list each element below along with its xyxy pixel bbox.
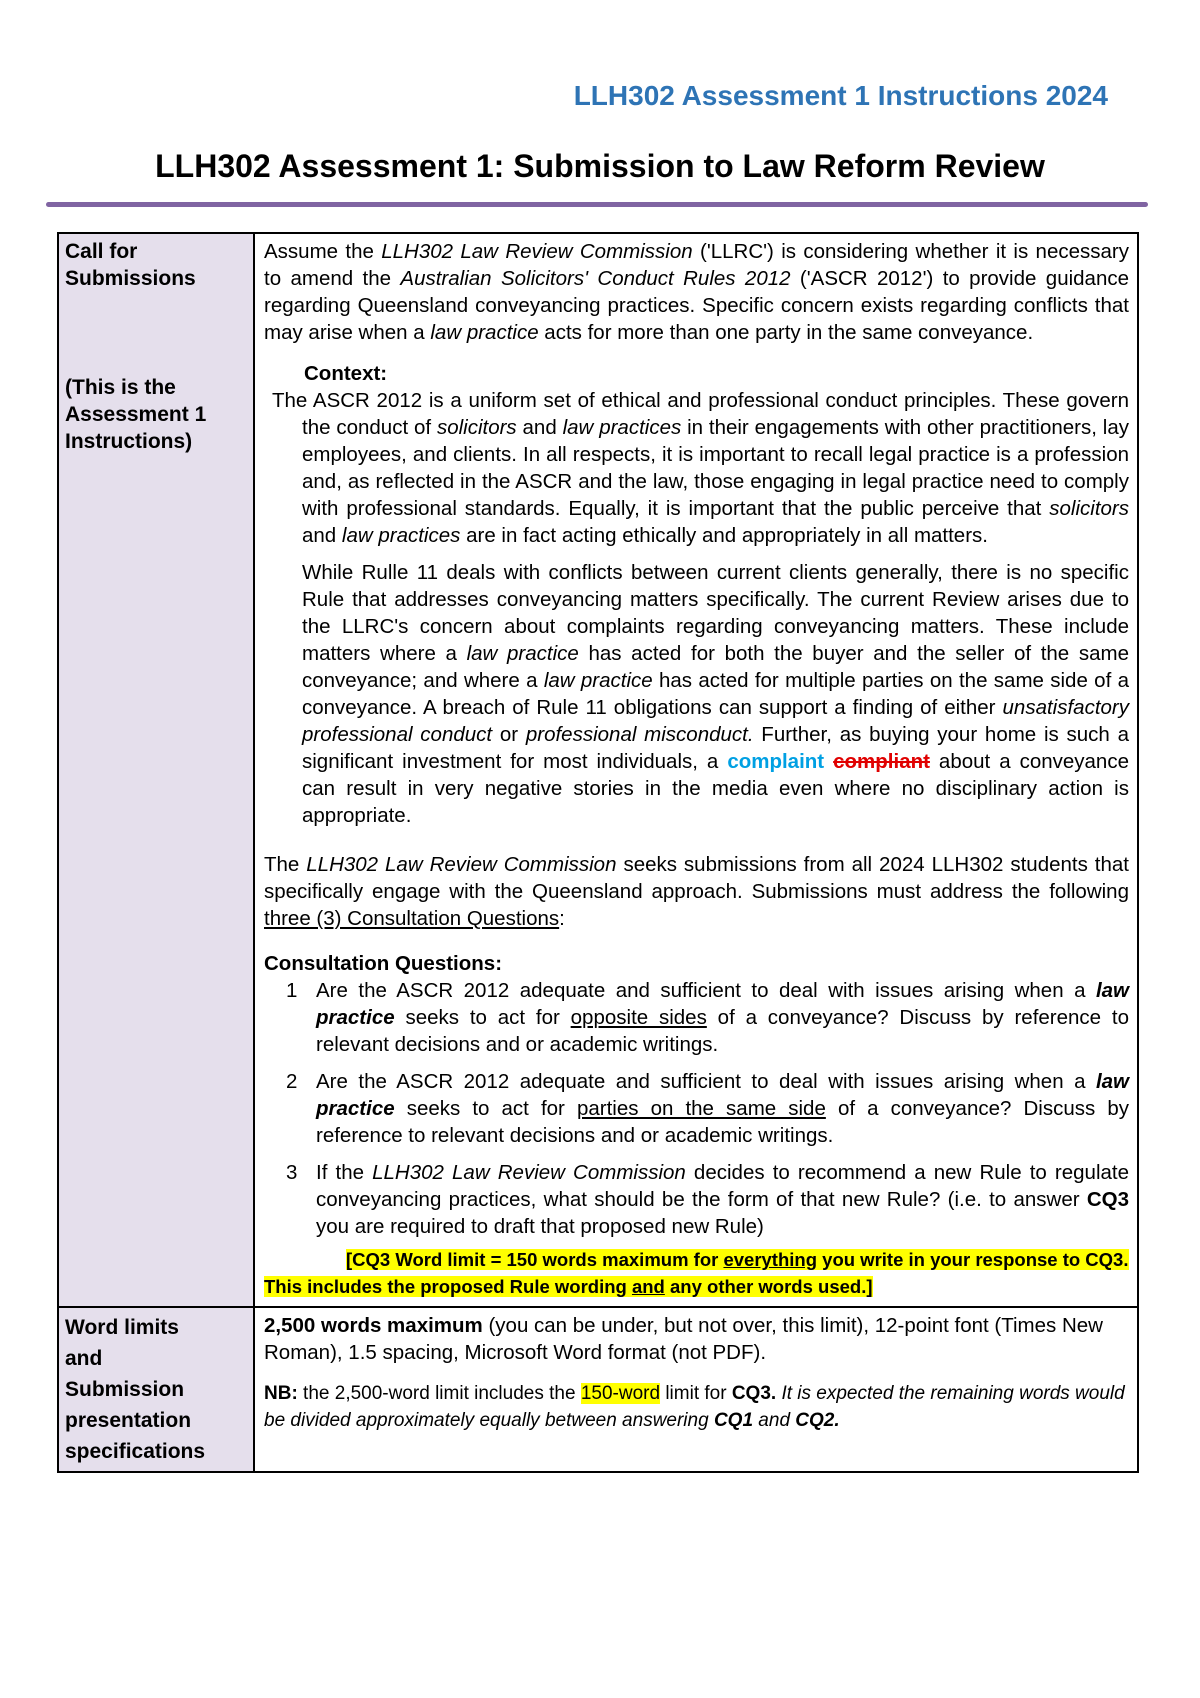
rule11-paragraph: While Rulle 11 deals with conflicts between current clients generally, there is no specific Rule that addresses conveyancing matters specifically. The current Review arises due to the LLRC's concern about complaints regarding conveyancing matters. These include matters where a law practice has acted for both the buyer and the seller of the same conveyance; and where a law practice has acted for multiple parties on the same side of a conveyance. A breach of Rule 11 obligations can support a finding of either unsatisfactory professional conduct or professional misconduct. Further, as buying your home is such a significant investment for most individuals, a complaint compliant about a conveyance can result in very negative stories in the media even where no disciplinary action is appropriate.: [302, 561, 1129, 827]
sublabel-line: Instructions): [65, 430, 193, 453]
context-heading: Context:: [304, 362, 388, 385]
label-line: Call for: [65, 240, 138, 263]
sublabel-line: (This is the: [65, 376, 176, 399]
list-item: 2 Are the ASCR 2012 adequate and sufficient to deal with issues arising when a law practice seeks to act for parties on the same side of a conveyance? Discuss by reference to relevant decisions and or academic writings.: [286, 1070, 1129, 1147]
consultation-questions-heading: Consultation Questions:: [264, 952, 503, 975]
cq3-word-limit-note: [CQ3 Word limit = 150 words maximum for everything you write in your response to CQ3. This includes the proposed Rule wording and any other words used.]: [264, 1249, 1129, 1297]
nb-paragraph: NB: the 2,500-word limit includes the 150-word limit for CQ3. It is expected the remaining words would be divided approximately equally between answering CQ1 and CQ2.: [264, 1383, 1125, 1431]
document-header: LLH302 Assessment 1 Instructions 2024: [573, 80, 1108, 111]
word-limit-paragraph: 2,500 words maximum (you can be under, but not over, this limit), 12-point font (Times New Roman), 1.5 spacing, Microsoft Word format (not PDF).: [264, 1314, 1103, 1364]
seeks-submissions-paragraph: The LLH302 Law Review Commission seeks submissions from all 2024 LLH302 students that specifically engage with the Queensland approach. Submissions must address the following three (3) Consultation Questions:: [264, 853, 1129, 930]
consultation-questions-list: [264, 977, 1129, 1240]
label-line: Submissions: [65, 267, 196, 290]
list-item: 3 If the LLH302 Law Review Commission decides to recommend a new Rule to regulate conveyancing practices, what should be the form of that new Rule? (i.e. to answer CQ3 you are required to draft that proposed new Rule): [286, 1161, 1130, 1238]
intro-paragraph: Assume the LLH302 Law Review Commission ('LLRC') is considering whether it is necessary to amend the Australian Solicitors' Conduct Rules 2012 ('ASCR 2012') to provide guidance regarding Queensland conveyancing practices. Specific concern exists regarding conflicts that may arise when a law practice acts for more than one party in the same conveyance.: [264, 240, 1129, 344]
list-item: 1 Are the ASCR 2012 adequate and sufficient to deal with issues arising when a law practice seeks to act for opposite sides of a conveyance? Discuss by reference to relevant decisions and or academic writings.: [286, 979, 1129, 1056]
label-line: Submission: [65, 1378, 185, 1401]
cq3-word-limit-note-wrap: [264, 1246, 1129, 1300]
instructions-table: [57, 232, 1139, 1473]
page-title: LLH302 Assessment 1: Submission to Law Reform Review: [155, 148, 1045, 184]
word-limits-content: [254, 1307, 1138, 1472]
label-line: specifications: [65, 1440, 206, 1463]
call-for-submissions-content: [254, 233, 1138, 1307]
context-block: [272, 360, 1129, 829]
label-line: and: [65, 1347, 103, 1370]
label-line: presentation: [65, 1409, 192, 1432]
tracked-deletion: compliant: [833, 750, 930, 773]
title-underline: [46, 202, 1148, 207]
sublabel-line: Assessment 1: [65, 403, 207, 426]
table-row-call-for-submissions: [58, 233, 1138, 1307]
row-label-call-for-submissions: [58, 233, 254, 1307]
tracked-insertion: complaint: [727, 750, 825, 773]
spacer: [65, 292, 247, 374]
table-row-word-limits: [58, 1307, 1138, 1472]
highlighted-word-limit: 150-word: [580, 1383, 661, 1404]
label-line: Word limits: [65, 1316, 179, 1339]
row-label-word-limits: [58, 1307, 254, 1472]
context-paragraph: The ASCR 2012 is a uniform set of ethical and professional conduct principles. These govern the conduct of solicitors and law practices in their engagements with other practitioners, lay employees, and clients. In all respects, it is important to recall legal practice is a profession and, as reflected in the ASCR and the law, those engaging in legal practice need to comply with professional standards. Equally, it is important that the public perceive that solicitors and law practices are in fact acting ethically and appropriately in all matters.: [272, 389, 1129, 547]
